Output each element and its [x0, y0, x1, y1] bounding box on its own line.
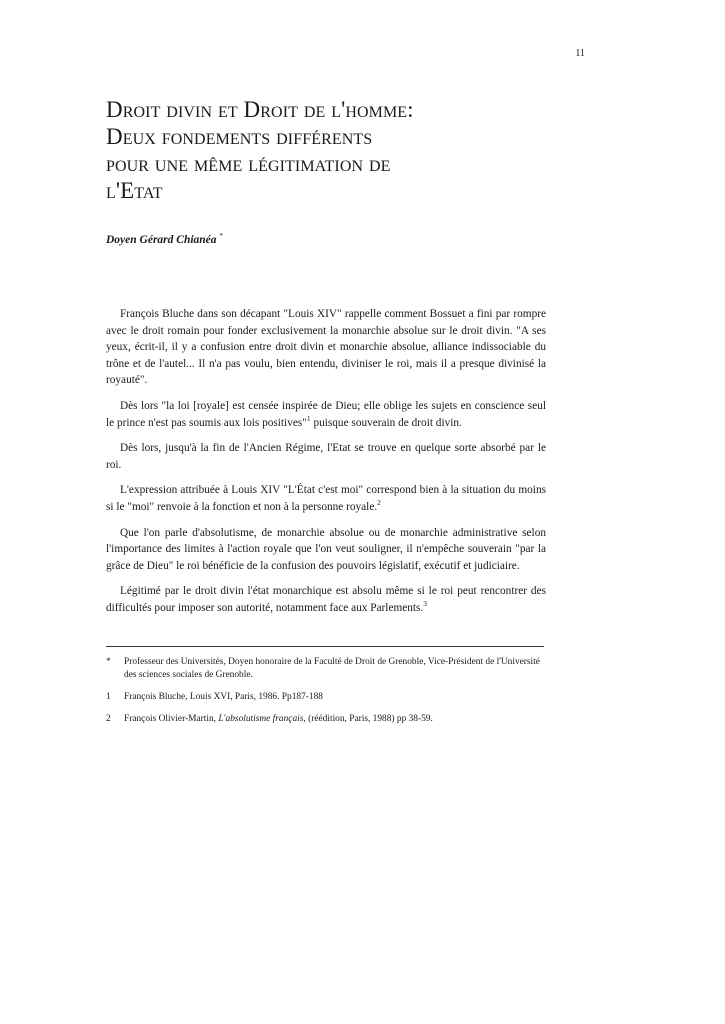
footnote — [106, 713, 546, 726]
paragraph-text: Dès lors "la loi [royale] est censée inspirée de Dieu; elle oblige les sujets en conscience seul le prince n'est pas soumis aux lois positives" — [106, 399, 546, 429]
footnote-ref: 3 — [423, 599, 428, 609]
paragraph-text: Que l'on parle d'absolutisme, de monarchie absolue ou de monarchie administrative selon l'importance des limites à l'action royale que l'on veut souligner, il n'empêche souverain "par la grâce de Dieu" le roi bénéficie de la confusion des pouvoirs législatif, exécutif et judiciaire. — [106, 526, 546, 572]
paragraph — [106, 398, 546, 431]
footnotes — [106, 656, 546, 735]
footnote-mark: 2 — [106, 714, 111, 724]
paragraph-text: L'expression attribuée à Louis XIV "L'État c'est moi" correspond bien à la situation du moins si le "moi" renvoie à la fonction et non à la personne royale. — [106, 484, 546, 513]
author-name: Doyen Gérard Chianéa — [106, 233, 217, 246]
article-body — [106, 306, 546, 626]
footnote-body-after: , (réédition, Paris, 1988) pp 38-59. — [303, 714, 433, 724]
title-line: Deux fondements différents — [106, 124, 373, 149]
paragraph — [106, 306, 546, 389]
footnote-body: Professeur des Universités, Doyen honoraire de la Faculté de Droit de Grenoble, Vice-Président de l'Université des sciences sociales de Grenoble. — [124, 657, 540, 680]
author-byline — [106, 232, 223, 246]
title-line: Droit divin et Droit de l'homme: — [106, 97, 414, 122]
title-line: pour une même légitimation de — [106, 151, 391, 176]
footnote-mark: * — [106, 657, 111, 667]
footnote-text — [124, 713, 546, 726]
footnote — [106, 691, 546, 704]
footnote-body: François Bluche, Louis XVI, Paris, 1986. Pp187-188 — [124, 692, 323, 702]
paragraph-tail: puisque souverain de droit divin. — [310, 416, 462, 429]
footnote-text — [124, 691, 546, 704]
paragraph — [106, 525, 546, 575]
footnote-ref: 1 — [306, 413, 311, 423]
footnote-separator — [106, 646, 544, 647]
page-number: 11 — [575, 48, 585, 59]
footnote-text — [124, 656, 546, 682]
footnote-mark: 1 — [106, 692, 111, 702]
paragraph — [106, 583, 546, 616]
footnote — [106, 656, 546, 682]
title-line: l'Etat — [106, 178, 163, 203]
paragraph — [106, 440, 546, 473]
paragraph — [106, 482, 546, 515]
article-title — [106, 96, 576, 204]
footnote-ref: 2 — [377, 498, 381, 508]
footnote-body: François Olivier-Martin, — [124, 714, 219, 724]
author-footnote-mark: * — [219, 232, 223, 240]
paragraph-text: François Bluche dans son décapant "Louis XIV" rappelle comment Bossuet a fini par rompre avec le droit romain pour fonder exclusivement la monarchie absolue sur le droit divin. "A ses yeux, écrit-il, il y a confusion entre droit divin et monarchie absolue, alliance indissociable du trône et de l'autel... Il n'a pas voulu, bien entendu, diviniser le roi, mais il a presque divinisé la royauté". — [106, 308, 546, 387]
paragraph-text: Dès lors, jusqu'à la fin de l'Ancien Régime, l'Etat se trouve en quelque sorte absorbé par le roi. — [106, 442, 546, 471]
paragraph-text: Légitimé par le droit divin l'état monarchique est absolu même si le roi peut rencontrer des difficultés pour imposer son autorité, notamment face aux Parlements. — [106, 585, 546, 614]
footnote-book-title: L'absolutisme français — [218, 714, 304, 724]
